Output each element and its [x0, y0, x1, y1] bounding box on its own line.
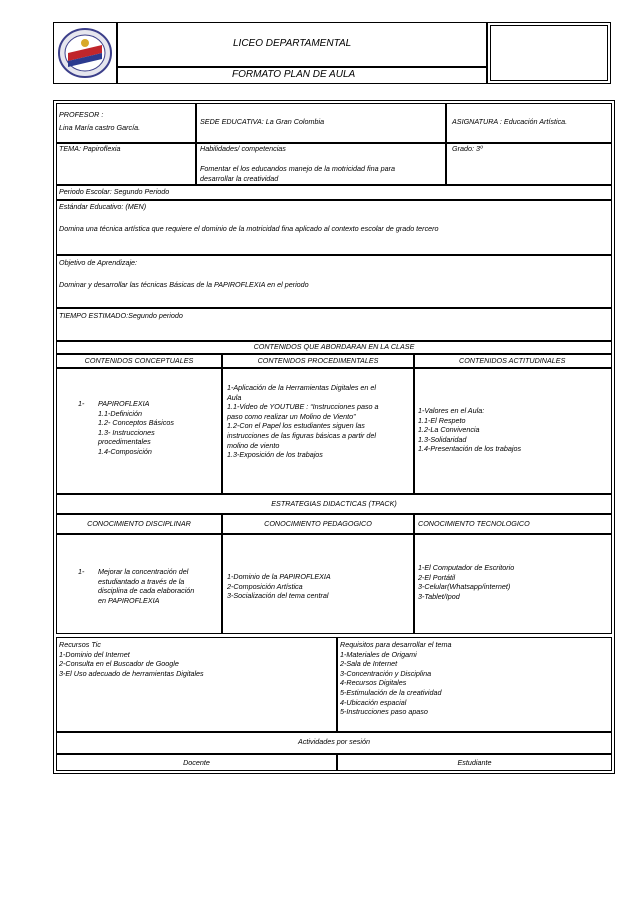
list-item: 2-Consulta en el Buscador de Google	[59, 659, 179, 669]
list-item: Mejorar la concentración del	[98, 567, 189, 576]
sede-text: SEDE EDUCATIVA: La Gran Colombia	[200, 117, 325, 126]
list-item: 5-Estimulación de la creatividad	[340, 687, 442, 697]
profesor-name: Lina María castro García.	[59, 123, 141, 132]
tecnologico-list	[418, 563, 514, 601]
disciplinar-number: 1-	[78, 567, 85, 576]
list-item: 4-Ubicación espacial	[340, 697, 407, 707]
list-item: 2-Sala de Internet	[340, 659, 398, 669]
objetivo-text: Dominar y desarrollar las técnicas Básicas de la PAPIROFLEXIA en el periodo	[59, 280, 309, 289]
col-conceptuales-label: CONTENIDOS CONCEPTUALES	[84, 356, 194, 365]
list-item: molino de viento	[227, 440, 280, 450]
list-item: 1.2-Con el Papel los estudiantes siguen las	[227, 421, 365, 431]
header-top-right-inner	[490, 25, 608, 81]
estandar-title: Estándar Educativo: (MEN)	[59, 202, 147, 211]
list-item: 1-El Computador de Escritorio	[418, 563, 515, 572]
list-item: 1-Valores en el Aula:	[418, 406, 485, 415]
list-item: 1.3-Solidaridad	[418, 434, 467, 444]
school-crest-icon	[54, 23, 116, 83]
list-item: 1.1-Video de YOUTUBE : “Instrucciones paso a	[227, 402, 379, 412]
docente-label: Docente	[183, 758, 210, 767]
recursos-list	[59, 640, 204, 678]
list-item: 3-Concentración y Disciplina	[340, 668, 432, 678]
estrategias-title: ESTRATEGIAS DIDACTICAS (TPACK)	[271, 499, 397, 508]
list-item: instrucciones de las figuras básicas a partir del	[227, 430, 377, 440]
contenidos-title: CONTENIDOS QUE ABORDARAN EN LA CLASE	[253, 342, 415, 351]
estandar-text: Domina una técnica artística que requiere el dominio de la motricidad fina aplicado al contexto escolar de grado tercero	[59, 224, 439, 233]
tema-text: TEMA: Papiroflexia	[59, 144, 121, 153]
conceptuales-number: 1-	[78, 399, 85, 408]
list-item: 1-Materiales de Origami	[340, 649, 417, 659]
habilidades-title: Habilidades/ competencias	[200, 144, 286, 153]
header-logo-cell	[53, 22, 117, 84]
format-title: FORMATO PLAN DE AULA	[232, 69, 356, 80]
disciplinar-list	[98, 567, 194, 605]
pedagogico-list	[227, 572, 331, 601]
list-item: paso como realizar un Molino de Viento”	[227, 411, 356, 421]
list-item: disciplina de cada elaboración	[98, 586, 195, 596]
profesor-label: PROFESOR :	[59, 110, 104, 119]
grado-text: Grado: 3º	[452, 144, 483, 153]
habilidades-line1: Fomentar el los educandos manejo de la motricidad fina para	[200, 164, 395, 173]
col-actitudinales-label: CONTENIDOS ACTITUDINALES	[459, 356, 566, 365]
periodo-text: Periodo Escolar: Segundo Periodo	[59, 187, 170, 196]
list-item: 3-El Uso adecuado de herramientas Digitales	[59, 668, 204, 678]
requisitos-title: Requisitos para desarrollar el tema	[340, 640, 452, 649]
list-item: 3-Socialización del tema central	[227, 591, 329, 601]
list-item: 5-Instrucciones paso apaso	[340, 707, 428, 717]
list-item: 1.1-Definición	[98, 408, 142, 418]
col-procedimentales-label: CONTENIDOS PROCEDIMENTALES	[257, 356, 379, 365]
list-item: procedimentales	[98, 437, 151, 447]
list-item: 1-Dominio de la PAPIROFLEXIA	[227, 572, 331, 581]
list-item: 1-Dominio del Internet	[59, 649, 130, 659]
list-item: 3-Celular(Whatsapp/internet)	[418, 582, 511, 592]
institution-title: LICEO DEPARTAMENTAL	[233, 38, 352, 49]
col-disciplinar-label: CONOCIMIENTO DISCIPLINAR	[87, 519, 191, 528]
col-tecnologico-label: CONOCIMIENTO TECNOLOGICO	[418, 519, 530, 528]
procedimentales-list	[227, 383, 379, 460]
list-item: en PAPIROFLEXIA	[98, 595, 160, 605]
asignatura-text: ASIGNATURA : Educación Artística.	[452, 117, 568, 126]
habilidades-line2: desarrollar la creatividad	[200, 174, 279, 183]
list-item: 1.4-Composición	[98, 446, 152, 456]
conceptuales-list	[98, 399, 174, 457]
col-pedagogico-label: CONOCIMIENTO PEDAGOGICO	[264, 519, 372, 528]
list-item: 1.4-Presentación de los trabajos	[418, 444, 522, 454]
list-item: 1.1-El Respeto	[418, 415, 466, 425]
list-item: estudiantado a través de la	[98, 576, 185, 586]
list-item: 2-El Portátil	[418, 572, 456, 582]
list-item: 2-Composición Artística	[227, 581, 303, 591]
list-item: 4-Recursos Digitales	[340, 678, 407, 688]
list-item: 1.2-La Convivencia	[418, 425, 480, 435]
recursos-title: Recursos Tic	[59, 640, 101, 649]
list-item: 1.3-Exposición de los trabajos	[227, 450, 323, 460]
estudiante-label: Estudiante	[457, 758, 492, 767]
actividades-title: Actividades por sesión	[298, 737, 370, 746]
list-item: PAPIROFLEXIA	[98, 399, 150, 408]
list-item: 1.3- Instrucciones	[98, 427, 155, 437]
list-item: 1.2- Conceptos Básicos	[98, 418, 174, 428]
objetivo-title: Objetivo de Aprendizaje:	[59, 258, 138, 267]
actitudinales-list	[418, 406, 521, 454]
list-item: 1-Aplicación de la Herramientas Digitales en el	[227, 383, 377, 392]
list-item: Aula	[227, 392, 242, 402]
tiempo-text: TIEMPO ESTIMADO:Segundo periodo	[59, 311, 183, 320]
requisitos-list	[340, 640, 451, 717]
list-item: 3-Tablet/Ipod	[418, 591, 460, 601]
